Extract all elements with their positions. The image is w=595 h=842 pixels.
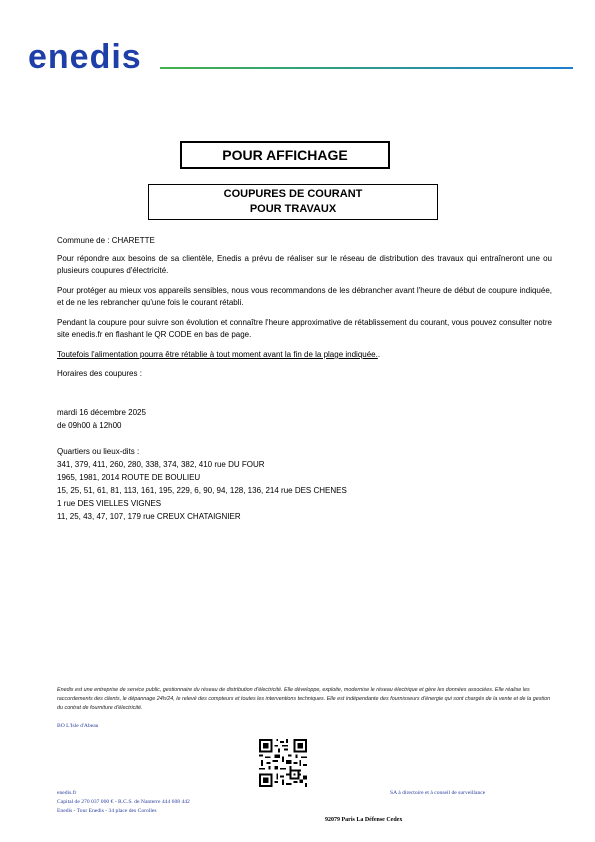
paragraph-tracking: Pendant la coupure pour suivre son évolution et connaître l'heure approximative de rétablissement du courant, vous pouvez consulter notre site enedis.fr en flashant le QR CODE en bas de page.: [57, 318, 552, 339]
subtitle-box: [148, 184, 438, 220]
locations-heading: Quartiers ou lieux-dits :: [57, 447, 140, 456]
logo-text: enedis: [28, 40, 142, 72]
governance: SA à directoire et à conseil de surveillance: [390, 790, 486, 796]
outage-date: mardi 16 décembre 2025: [57, 408, 146, 417]
paragraph-needs: Pour répondre aux besoins de sa clientèle, Enedis a prévu de réaliser sur le réseau de distribution des travaux qui entraîneront une ou plusieurs coupures d'électricité.: [57, 254, 552, 275]
qr-code[interactable]: [259, 739, 307, 787]
notice-title: POUR AFFICHAGE: [222, 147, 348, 163]
capital: Capital de 270 037 000 € - R.C.S. de Nanterre 444 608 442: [57, 799, 190, 805]
commune: Commune de : CHARETTE: [57, 236, 155, 245]
warning: [57, 349, 552, 361]
location-item: 15, 25, 51, 61, 81, 113, 161, 195, 229, 6, 90, 94, 128, 136, 214 rue DES CHENES: [57, 486, 347, 495]
agency: BO L'Isle d'Abeau: [57, 723, 99, 729]
paragraph-devices: Pour protéger au mieux vos appareils sensibles, nous vous recommandons de les débrancher avant l'heure de début de coupure indiquée, et de ne les rebrancher qu'une fois le courant rétabli.: [57, 286, 552, 307]
company-description: Enedis est une entreprise de service public, gestionnaire du réseau de distribution d'électricité. Elle développe, exploite, modernise le réseau électrique et gère les données associées. Elle réalise les raccordements des clients, le dépannage 24h/24, le relevé des compteurs et toutes les interventions techniques. Elle est indépendante des fournisseurs d'énergie qui sont chargés de la vente et de la gestion du contrat de fourniture d'électricité.: [57, 687, 551, 711]
location-item: 11, 25, 43, 47, 107, 179 rue CREUX CHATAIGNIER: [57, 512, 241, 521]
outage-time: de 09h00 à 12h00: [57, 421, 122, 430]
location-item: 341, 379, 411, 260, 280, 338, 374, 382, 410 rue DU FOUR: [57, 460, 265, 469]
postal-address: 92079 Paris La Défense Cedex: [325, 817, 403, 823]
location-item: 1 rue DES VIELLES VIGNES: [57, 499, 162, 508]
title-box: [180, 141, 390, 169]
warning-period: .: [377, 350, 381, 359]
warning-text: Toutefois l'alimentation pourra être rétablie à tout moment avant la fin de la plage indiquée.: [57, 350, 378, 359]
subtitle-line-1: COUPURES DE COURANT: [223, 188, 363, 200]
subtitle-line-2: POUR TRAVAUX: [249, 203, 337, 215]
header-rule: [160, 67, 573, 69]
location-item: 1965, 1981, 2014 ROUTE DE BOULIEU: [57, 473, 201, 482]
website-link[interactable]: enedis.fr: [57, 790, 77, 796]
headquarters: Enedis - Tour Enedis - 34 place des Corolles: [57, 808, 157, 814]
enedis-logo: [28, 40, 158, 72]
schedule-heading: Horaires des coupures :: [57, 369, 142, 378]
